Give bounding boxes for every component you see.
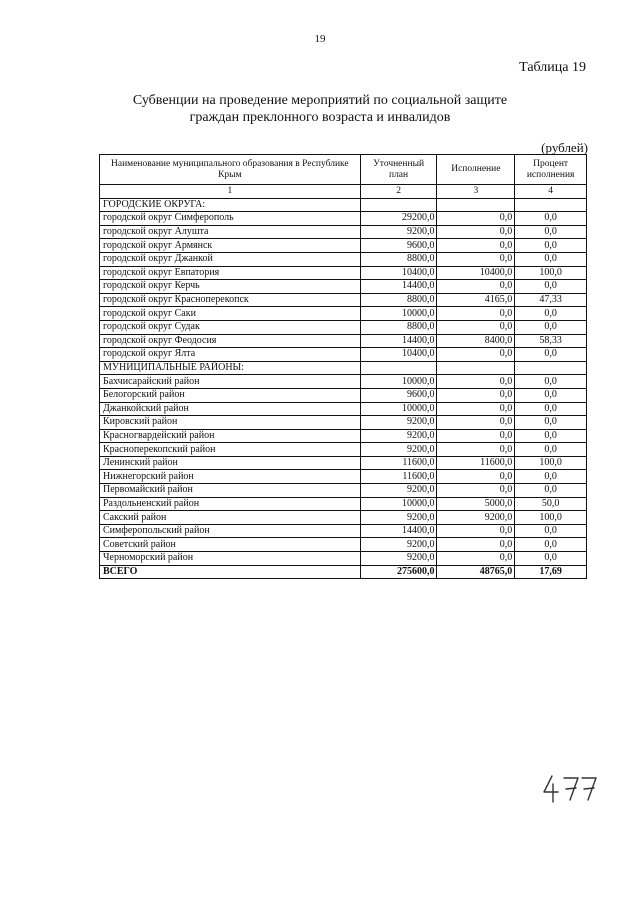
- execution-value: 0,0: [437, 538, 515, 552]
- municipality-name: городской округ Симферополь: [100, 212, 361, 226]
- table-row: [100, 484, 587, 498]
- table-row: [100, 293, 587, 307]
- municipality-name: Красноперекопский район: [100, 443, 361, 457]
- percent-value: 0,0: [515, 348, 587, 362]
- municipality-name: городской округ Джанкой: [100, 252, 361, 266]
- plan-value: 11600,0: [360, 456, 437, 470]
- plan-value: 9200,0: [360, 416, 437, 430]
- plan-value: 9200,0: [360, 443, 437, 457]
- percent-value: 0,0: [515, 538, 587, 552]
- table-label: Таблица 19: [519, 60, 586, 75]
- execution-value: 0,0: [437, 239, 515, 253]
- percent-value: 0,0: [515, 252, 587, 266]
- plan-value: 9200,0: [360, 225, 437, 239]
- table-row: [100, 388, 587, 402]
- municipality-name: городской округ Керчь: [100, 280, 361, 294]
- units-label: (рублей): [541, 140, 588, 155]
- percent-value: 0,0: [515, 524, 587, 538]
- table-row: [100, 266, 587, 280]
- execution-value: 0,0: [437, 524, 515, 538]
- percent-value: 100,0: [515, 266, 587, 280]
- table-row: [100, 429, 587, 443]
- table-row: [100, 307, 587, 321]
- municipality-name: Советский район: [100, 538, 361, 552]
- plan-value: 9200,0: [360, 429, 437, 443]
- total-execution: 48765,0: [437, 565, 515, 579]
- subventions-table: [99, 154, 587, 579]
- execution-value: 11600,0: [437, 456, 515, 470]
- percent-value: 0,0: [515, 388, 587, 402]
- execution-value: 0,0: [437, 212, 515, 226]
- municipality-name: Нижнегорский район: [100, 470, 361, 484]
- municipality-name: городской округ Алушта: [100, 225, 361, 239]
- table-row: [100, 320, 587, 334]
- empty-cell: [515, 198, 587, 212]
- percent-value: 0,0: [515, 416, 587, 430]
- total-percent: 17,69: [515, 565, 587, 579]
- execution-value: 0,0: [437, 280, 515, 294]
- municipality-name: городской округ Красноперекопск: [100, 293, 361, 307]
- percent-value: 58,33: [515, 334, 587, 348]
- table-row: [100, 443, 587, 457]
- column-header-plan: Уточненный план: [360, 155, 437, 185]
- title-line-1: Субвенции на проведение мероприятий по социальной защите: [132, 93, 508, 108]
- percent-value: 100,0: [515, 456, 587, 470]
- execution-value: 0,0: [437, 375, 515, 389]
- percent-value: 0,0: [515, 443, 587, 457]
- table-row: [100, 402, 587, 416]
- column-header-name: Наименование муниципального образования в Республике Крым: [100, 155, 361, 185]
- execution-value: 0,0: [437, 402, 515, 416]
- plan-value: 9200,0: [360, 511, 437, 525]
- municipality-name: городской округ Феодосия: [100, 334, 361, 348]
- municipality-name: Бахчисарайский район: [100, 375, 361, 389]
- execution-value: 0,0: [437, 348, 515, 362]
- table-row: [100, 552, 587, 566]
- table-row: [100, 456, 587, 470]
- table-row: [100, 470, 587, 484]
- percent-value: 0,0: [515, 320, 587, 334]
- execution-value: 0,0: [437, 320, 515, 334]
- percent-value: 0,0: [515, 375, 587, 389]
- municipality-name: Белогорский район: [100, 388, 361, 402]
- plan-value: 9600,0: [360, 388, 437, 402]
- column-number: 4: [515, 185, 587, 199]
- municipality-name: городской округ Армянск: [100, 239, 361, 253]
- table-body: [100, 198, 587, 579]
- plan-value: 10000,0: [360, 375, 437, 389]
- handwritten-number-477: [540, 770, 600, 804]
- municipality-name: Первомайский район: [100, 484, 361, 498]
- table-row: [100, 334, 587, 348]
- empty-cell: [360, 198, 437, 212]
- percent-value: 100,0: [515, 511, 587, 525]
- execution-value: 0,0: [437, 470, 515, 484]
- table-row: [100, 511, 587, 525]
- column-header-pct: Процент исполнения: [515, 155, 587, 185]
- plan-value: 9600,0: [360, 239, 437, 253]
- municipality-name: Джанкойский район: [100, 402, 361, 416]
- execution-value: 0,0: [437, 252, 515, 266]
- municipality-name: городской округ Саки: [100, 307, 361, 321]
- municipality-name: Симферопольский район: [100, 524, 361, 538]
- plan-value: 10000,0: [360, 497, 437, 511]
- municipality-name: городской округ Судак: [100, 320, 361, 334]
- percent-value: 0,0: [515, 429, 587, 443]
- percent-value: 0,0: [515, 552, 587, 566]
- municipality-name: Сакский район: [100, 511, 361, 525]
- municipality-name: Ленинский район: [100, 456, 361, 470]
- table-row: [100, 375, 587, 389]
- municipality-name: городской округ Ялта: [100, 348, 361, 362]
- empty-cell: [360, 361, 437, 375]
- table-row: [100, 280, 587, 294]
- plan-value: 9200,0: [360, 538, 437, 552]
- empty-cell: [437, 361, 515, 375]
- percent-value: 47,33: [515, 293, 587, 307]
- execution-value: 10400,0: [437, 266, 515, 280]
- percent-value: 0,0: [515, 280, 587, 294]
- table-row: [100, 348, 587, 362]
- plan-value: 11600,0: [360, 470, 437, 484]
- plan-value: 14400,0: [360, 280, 437, 294]
- plan-value: 10400,0: [360, 266, 437, 280]
- section-title: МУНИЦИПАЛЬНЫЕ РАЙОНЫ:: [100, 361, 361, 375]
- table-row: [100, 212, 587, 226]
- municipality-name: Кировский район: [100, 416, 361, 430]
- table-row: [100, 239, 587, 253]
- municipality-name: Черноморский район: [100, 552, 361, 566]
- table-row: [100, 524, 587, 538]
- plan-value: 10000,0: [360, 402, 437, 416]
- execution-value: 5000,0: [437, 497, 515, 511]
- table-row: [100, 497, 587, 511]
- column-number: 3: [437, 185, 515, 199]
- table-header-row: [100, 155, 587, 185]
- execution-value: 9200,0: [437, 511, 515, 525]
- table-row: [100, 538, 587, 552]
- plan-value: 9200,0: [360, 484, 437, 498]
- empty-cell: [515, 361, 587, 375]
- percent-value: 0,0: [515, 239, 587, 253]
- plan-value: 9200,0: [360, 552, 437, 566]
- plan-value: 8800,0: [360, 320, 437, 334]
- execution-value: 8400,0: [437, 334, 515, 348]
- execution-value: 0,0: [437, 416, 515, 430]
- execution-value: 0,0: [437, 443, 515, 457]
- percent-value: 0,0: [515, 402, 587, 416]
- percent-value: 0,0: [515, 470, 587, 484]
- execution-value: 0,0: [437, 225, 515, 239]
- plan-value: 10400,0: [360, 348, 437, 362]
- execution-value: 0,0: [437, 388, 515, 402]
- table-row: [100, 252, 587, 266]
- execution-value: 4165,0: [437, 293, 515, 307]
- section-header-row: [100, 361, 587, 375]
- percent-value: 50,0: [515, 497, 587, 511]
- plan-value: 10000,0: [360, 307, 437, 321]
- section-title: ГОРОДСКИЕ ОКРУГА:: [100, 198, 361, 212]
- municipality-name: Красногвардейский район: [100, 429, 361, 443]
- column-number-row: [100, 185, 587, 199]
- column-header-exec: Исполнение: [437, 155, 515, 185]
- execution-value: 0,0: [437, 552, 515, 566]
- plan-value: 29200,0: [360, 212, 437, 226]
- plan-value: 14400,0: [360, 334, 437, 348]
- execution-value: 0,0: [437, 484, 515, 498]
- percent-value: 0,0: [515, 484, 587, 498]
- municipality-name: Раздольненский район: [100, 497, 361, 511]
- percent-value: 0,0: [515, 212, 587, 226]
- percent-value: 0,0: [515, 225, 587, 239]
- municipality-name: городской округ Евпатория: [100, 266, 361, 280]
- plan-value: 14400,0: [360, 524, 437, 538]
- total-label: ВСЕГО: [100, 565, 361, 579]
- section-header-row: [100, 198, 587, 212]
- execution-value: 0,0: [437, 307, 515, 321]
- document-title: [0, 92, 640, 126]
- table-row: [100, 416, 587, 430]
- title-line-2: граждан преклонного возраста и инвалидов: [189, 110, 451, 125]
- plan-value: 8800,0: [360, 252, 437, 266]
- percent-value: 0,0: [515, 307, 587, 321]
- table-row: [100, 225, 587, 239]
- empty-cell: [437, 198, 515, 212]
- total-row: [100, 565, 587, 579]
- total-plan: 275600,0: [360, 565, 437, 579]
- column-number: 1: [100, 185, 361, 199]
- plan-value: 8800,0: [360, 293, 437, 307]
- execution-value: 0,0: [437, 429, 515, 443]
- column-number: 2: [360, 185, 437, 199]
- page-number: 19: [314, 33, 326, 45]
